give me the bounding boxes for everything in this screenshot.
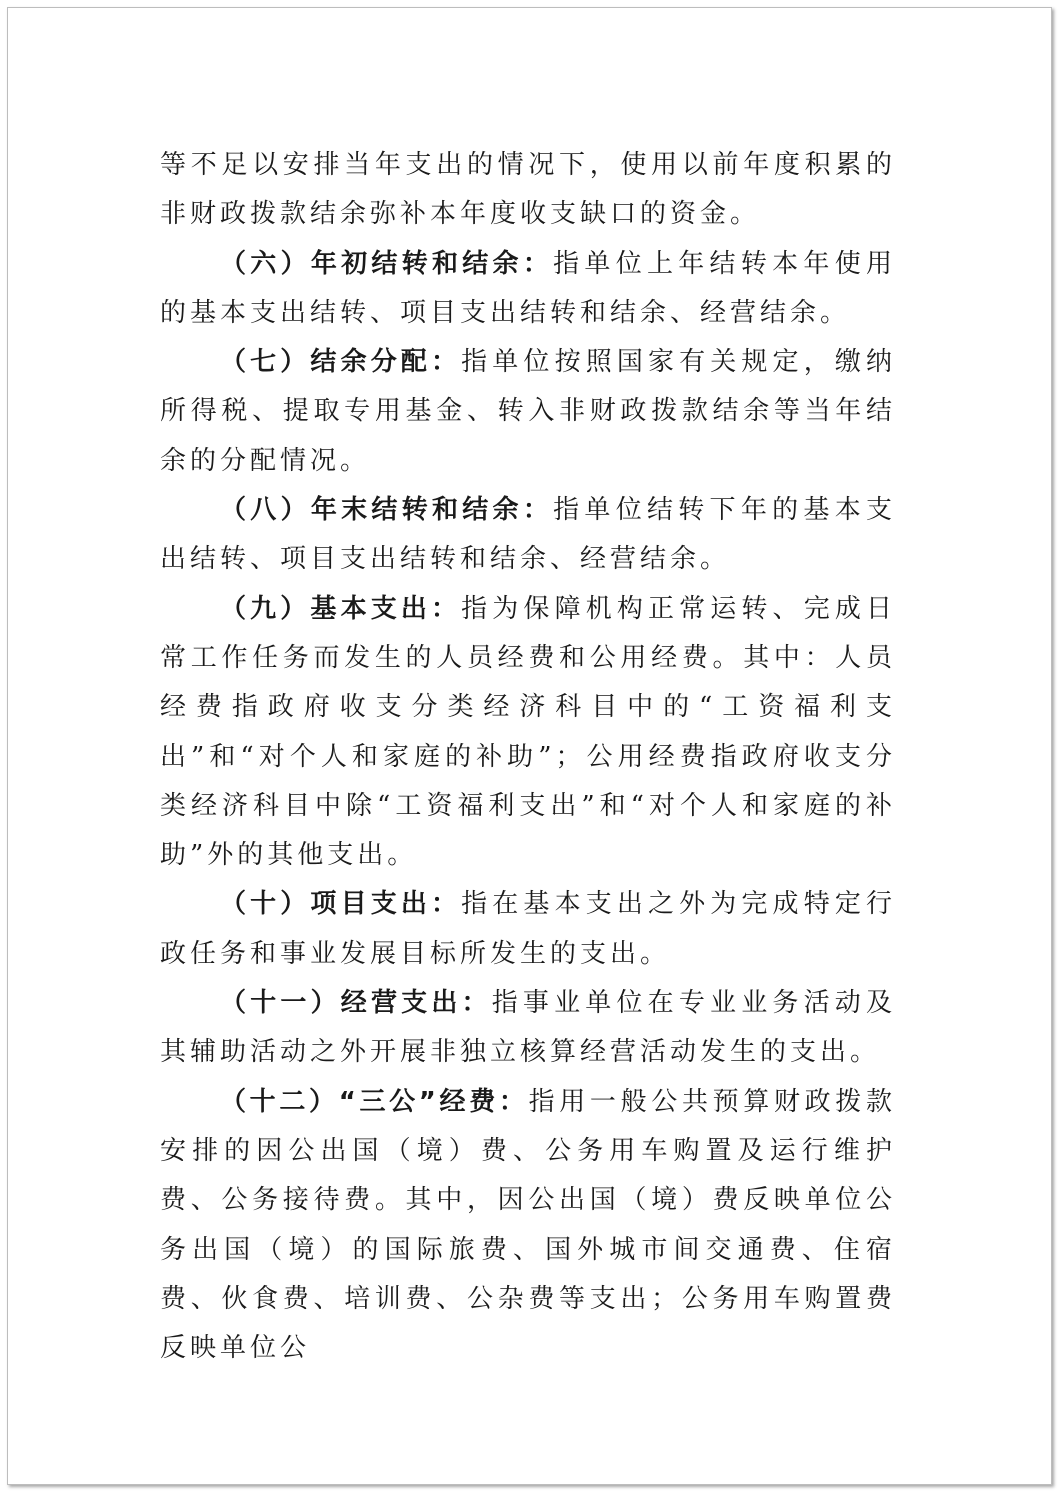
paragraph-text: 等不足以安排当年支出的情况下，使用以前年度积累的非财政拨款结余弥补本年度收支缺口的资金。 <box>160 150 896 230</box>
document-body <box>160 141 896 1373</box>
term-heading: （七）结余分配： <box>220 347 462 378</box>
term-heading: （十）项目支出： <box>220 889 462 920</box>
paragraph-definition-12 <box>160 1078 896 1374</box>
paragraph-definition-11 <box>160 979 896 1078</box>
paragraph-definition-6 <box>160 240 896 339</box>
paragraph-definition-7 <box>160 338 896 486</box>
term-heading: （六）年初结转和结余： <box>220 248 554 279</box>
term-heading: （十二）“三公”经费： <box>220 1086 529 1117</box>
paragraph-text: 指单位按照国家有关规定，缴纳所得税、提取专用基金、转入非财政拨款结余等当年结余的分配情况。 <box>160 347 896 476</box>
term-heading: （九）基本支出： <box>220 593 462 624</box>
paragraph-definition-10 <box>160 880 896 979</box>
paragraph-continuation <box>160 141 896 240</box>
paragraph-text: 指用一般公共预算财政拨款安排的因公出国（境）费、公务用车购置及运行维护费、公务接待费。其中，因公出国（境）费反映单位公务出国（境）的国际旅费、国外城市间交通费、住宿费、伙食费、培训费、公杂费等支出；公务用车购置费反映单位公 <box>160 1086 896 1364</box>
paragraph-text: 指为保障机构正常运转、完成日常工作任务而发生的人员经费和公用经费。其中：人员经费指政府收支分类经济科目中的“工资福利支出”和“对个人和家庭的补助”；公用经费指政府收支分类经济科目中除“工资福利支出”和“对个人和家庭的补助”外的其他支出。 <box>160 593 896 871</box>
term-heading: （八）年末结转和结余： <box>220 495 554 526</box>
paragraph-text: 指单位结转下年的基本支出结转、项目支出结转和结余、经营结余。 <box>160 495 896 575</box>
paragraph-definition-8 <box>160 486 896 585</box>
paragraph-text: 指单位上年结转本年使用的基本支出结转、项目支出结转和结余、经营结余。 <box>160 248 896 328</box>
paragraph-definition-9 <box>160 585 896 881</box>
paragraph-text: 指在基本支出之外为完成特定行政任务和事业发展目标所发生的支出。 <box>160 889 896 969</box>
paragraph-text: 指事业单位在专业业务活动及其辅助活动之外开展非独立核算经营活动发生的支出。 <box>160 988 896 1068</box>
term-heading: （十一）经营支出： <box>220 988 492 1019</box>
